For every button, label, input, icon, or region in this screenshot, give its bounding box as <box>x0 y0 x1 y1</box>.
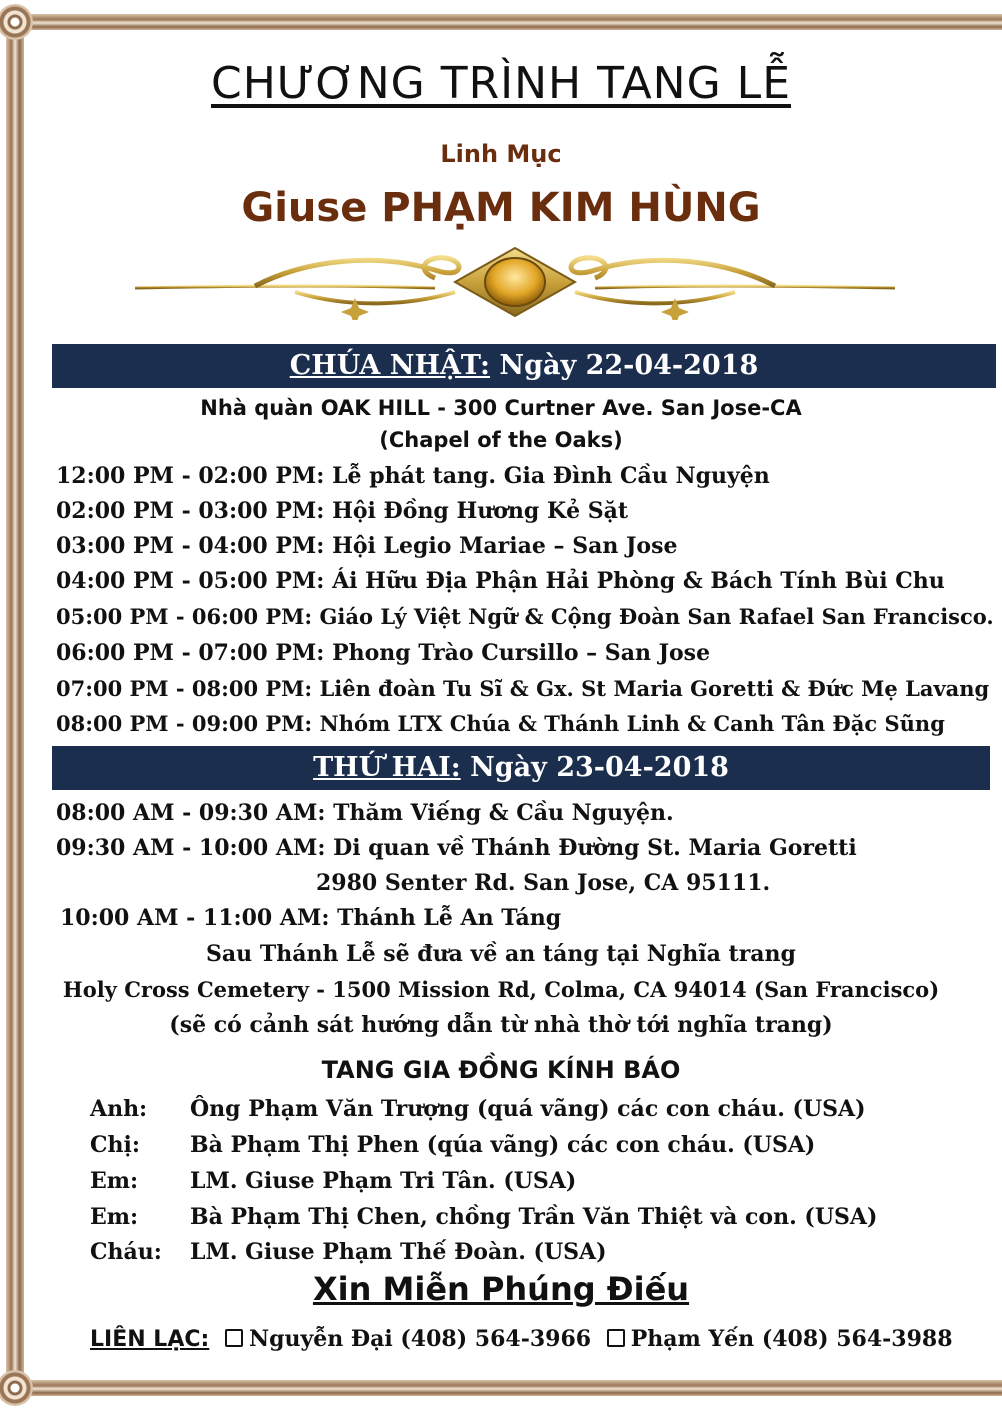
schedule-row: 06:00 PM - 07:00 PM: Phong Trào Cursillo – San Jose <box>56 640 711 666</box>
family-member: Bà Phạm Thị Chen, chồng Trần Văn Thiệt và con. (USA) <box>190 1204 878 1230</box>
closing-note: Xin Miễn Phúng Điếu <box>312 1270 690 1308</box>
family-heading: TANG GIA ĐỒNG KÍNH BÁO <box>321 1056 681 1084</box>
schedule-row: 02:00 PM - 03:00 PM: Hội Đồng Hương Kẻ Sặt <box>56 498 629 524</box>
church-address: 2980 Senter Rd. San Jose, CA 95111. <box>316 870 771 896</box>
family-member: LM. Giuse Phạm Tri Tân. (USA) <box>190 1168 577 1194</box>
schedule-row: 10:00 AM - 11:00 AM: Thánh Lễ An Táng <box>60 905 562 931</box>
family-member: LM. Giuse Phạm Thế Đoàn. (USA) <box>190 1239 607 1265</box>
sunday-venue-chapel: (Chapel of the Oaks) <box>379 428 623 452</box>
sunday-venue: Nhà quàn OAK HILL - 300 Curtner Ave. San Jose-CA <box>200 396 802 420</box>
schedule-row: 07:00 PM - 08:00 PM: Liên đoàn Tu Sĩ & Gx. St Maria Goretti & Đức Mẹ Lavang <box>56 676 990 701</box>
contact-label: LIÊN LẠC: <box>90 1327 210 1352</box>
frame-bottom-border <box>0 1380 1002 1396</box>
subtitle: Linh Mục <box>440 140 562 168</box>
checkbox-icon <box>607 1329 625 1347</box>
contact-person: Nguyễn Đại (408) 564-3966 <box>248 1326 592 1352</box>
schedule-row: 08:00 AM - 09:30 AM: Thăm Viếng & Cầu Nguyện. <box>56 800 674 826</box>
monday-banner <box>52 746 990 790</box>
schedule-row: 12:00 PM - 02:00 PM: Lễ phát tang. Gia Đình Cầu Nguyện <box>56 463 770 489</box>
frame-top-border <box>0 14 1002 30</box>
deceased-name: Giuse PHẠM KIM HÙNG <box>241 185 761 231</box>
cemetery-address: Holy Cross Cemetery - 1500 Mission Rd, Colma, CA 94014 (San Francisco) <box>62 977 940 1002</box>
schedule-row: 05:00 PM - 06:00 PM: Giáo Lý Việt Ngữ & Cộng Đoàn San Rafael San Francisco. <box>56 604 994 629</box>
frame-corner-ornament <box>0 4 33 40</box>
schedule-row: 09:30 AM - 10:00 AM: Di quan về Thánh Đường St. Maria Goretti <box>56 835 857 861</box>
family-relation: Chị: <box>90 1132 140 1158</box>
contact-person: Phạm Yến (408) 564-3988 <box>630 1326 953 1352</box>
family-relation: Anh: <box>90 1096 148 1122</box>
family-relation: Cháu: <box>90 1239 162 1265</box>
schedule-row: 04:00 PM - 05:00 PM: Ái Hữu Địa Phận Hải Phòng & Bách Tính Bùi Chu <box>56 568 945 594</box>
burial-note: Sau Thánh Lễ sẽ đưa về an táng tại Nghĩa trang <box>206 941 796 967</box>
monday-date: Ngày 23-04-2018 <box>470 752 729 783</box>
sunday-date: Ngày 22-04-2018 <box>499 350 759 381</box>
family-relation: Em: <box>90 1168 139 1194</box>
contact-line <box>90 1326 953 1352</box>
gold-divider-ornament <box>135 240 895 320</box>
frame-corner-ornament <box>0 1370 33 1406</box>
sunday-banner <box>52 344 996 388</box>
family-relation: Em: <box>90 1204 139 1230</box>
sunday-day-label: CHÚA NHẬT: <box>289 350 491 381</box>
checkbox-icon <box>225 1329 243 1347</box>
family-member: Ông Phạm Văn Trượng (quá vãng) các con cháu. (USA) <box>190 1096 866 1122</box>
schedule-row: 08:00 PM - 09:00 PM: Nhóm LTX Chúa & Thánh Linh & Canh Tân Đặc Sũng <box>56 711 945 736</box>
schedule-row: 03:00 PM - 04:00 PM: Hội Legio Mariae – San Jose <box>56 533 678 559</box>
page-title: CHƯƠNG TRÌNH TANG LỄ <box>210 58 791 109</box>
family-member: Bà Phạm Thị Phen (qúa vãng) các con cháu. (USA) <box>190 1132 816 1158</box>
police-escort-note: (sẽ có cảnh sát hướng dẫn từ nhà thờ tới nghĩa trang) <box>169 1012 833 1038</box>
monday-day-label: THỨ HAI: <box>313 752 461 783</box>
